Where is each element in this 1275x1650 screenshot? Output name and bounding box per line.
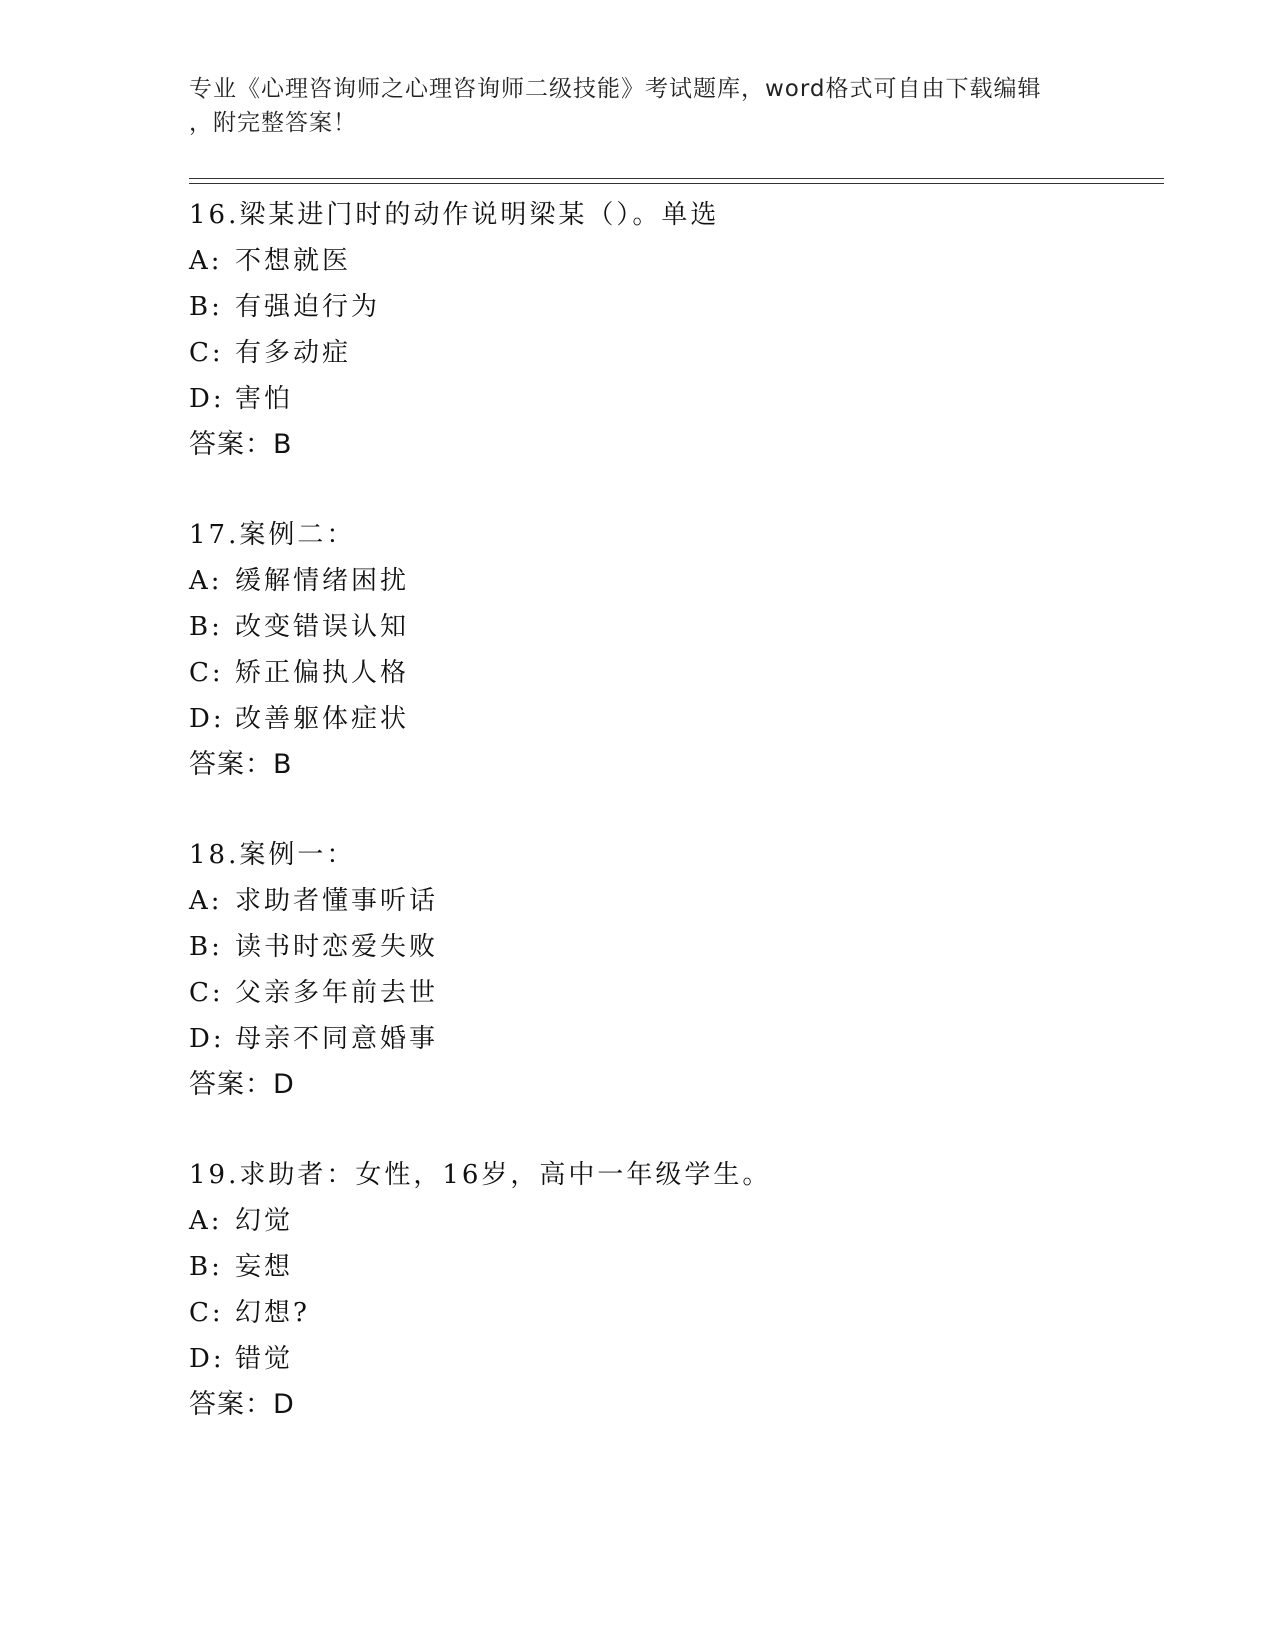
option-text: 害怕 — [235, 384, 294, 414]
option-key: A: — [189, 886, 223, 916]
document-header — [189, 72, 1089, 140]
option-key: C: — [189, 658, 224, 688]
question-stem: 16.梁某进门时的动作说明梁某（）。单选 — [189, 200, 720, 230]
question-16 — [189, 192, 1164, 468]
option-text: 幻想? — [235, 1298, 310, 1328]
option-text: 改善躯体症状 — [235, 704, 410, 734]
option-key: A: — [189, 566, 223, 596]
option-a — [189, 878, 1164, 924]
option-key: C: — [189, 978, 224, 1008]
question-list — [189, 192, 1164, 1428]
answer-line: 答案：D — [189, 1069, 295, 1100]
option-a — [189, 238, 1164, 284]
question-spacer — [189, 468, 1164, 512]
option-a — [189, 558, 1164, 604]
option-text: 有强迫行为 — [235, 292, 381, 322]
header-divider-bottom — [189, 183, 1164, 184]
option-b — [189, 284, 1164, 330]
option-d — [189, 1016, 1164, 1062]
option-key: B: — [189, 1252, 223, 1282]
option-c — [189, 330, 1164, 376]
option-text: 缓解情绪困扰 — [235, 566, 410, 596]
option-key: D: — [189, 384, 225, 414]
answer-line: 答案：B — [189, 429, 293, 460]
question-stem: 19.求助者：女性，16岁，高中一年级学生。 — [189, 1160, 772, 1190]
option-b — [189, 604, 1164, 650]
option-d — [189, 376, 1164, 422]
option-key: B: — [189, 932, 223, 962]
option-key: D: — [189, 704, 225, 734]
option-a — [189, 1198, 1164, 1244]
option-d — [189, 1336, 1164, 1382]
question-19 — [189, 1152, 1164, 1428]
question-stem: 18.案例一： — [189, 840, 356, 870]
option-text: 有多动症 — [235, 338, 352, 368]
option-text: 父亲多年前去世 — [235, 978, 439, 1008]
option-d — [189, 696, 1164, 742]
option-key: D: — [189, 1024, 225, 1054]
option-key: C: — [189, 1298, 224, 1328]
option-text: 幻觉 — [235, 1206, 294, 1236]
header-line-2: ，附完整答案！ — [189, 110, 357, 136]
question-17 — [189, 512, 1164, 788]
option-text: 错觉 — [235, 1344, 294, 1374]
question-spacer — [189, 1108, 1164, 1152]
option-c — [189, 650, 1164, 696]
option-text: 改变错误认知 — [235, 612, 410, 642]
option-text: 母亲不同意婚事 — [235, 1024, 439, 1054]
question-stem: 17.案例二： — [189, 520, 356, 550]
option-key: C: — [189, 338, 224, 368]
header-line-1: 专业《心理咨询师之心理咨询师二级技能》考试题库，word格式可自由下载编辑 — [189, 76, 1042, 102]
question-spacer — [189, 788, 1164, 832]
option-b — [189, 1244, 1164, 1290]
option-c — [189, 970, 1164, 1016]
option-text: 矫正偏执人格 — [235, 658, 410, 688]
option-key: A: — [189, 1206, 223, 1236]
question-18 — [189, 832, 1164, 1108]
option-b — [189, 924, 1164, 970]
answer-line: 答案：D — [189, 1389, 295, 1420]
option-key: B: — [189, 292, 223, 322]
option-key: B: — [189, 612, 223, 642]
option-text: 求助者懂事听话 — [235, 886, 439, 916]
option-text: 读书时恋爱失败 — [235, 932, 439, 962]
option-text: 不想就医 — [235, 246, 352, 276]
option-key: A: — [189, 246, 223, 276]
header-divider-top — [189, 178, 1164, 179]
answer-line: 答案：B — [189, 749, 293, 780]
option-text: 妄想 — [235, 1252, 294, 1282]
option-c — [189, 1290, 1164, 1336]
option-key: D: — [189, 1344, 225, 1374]
